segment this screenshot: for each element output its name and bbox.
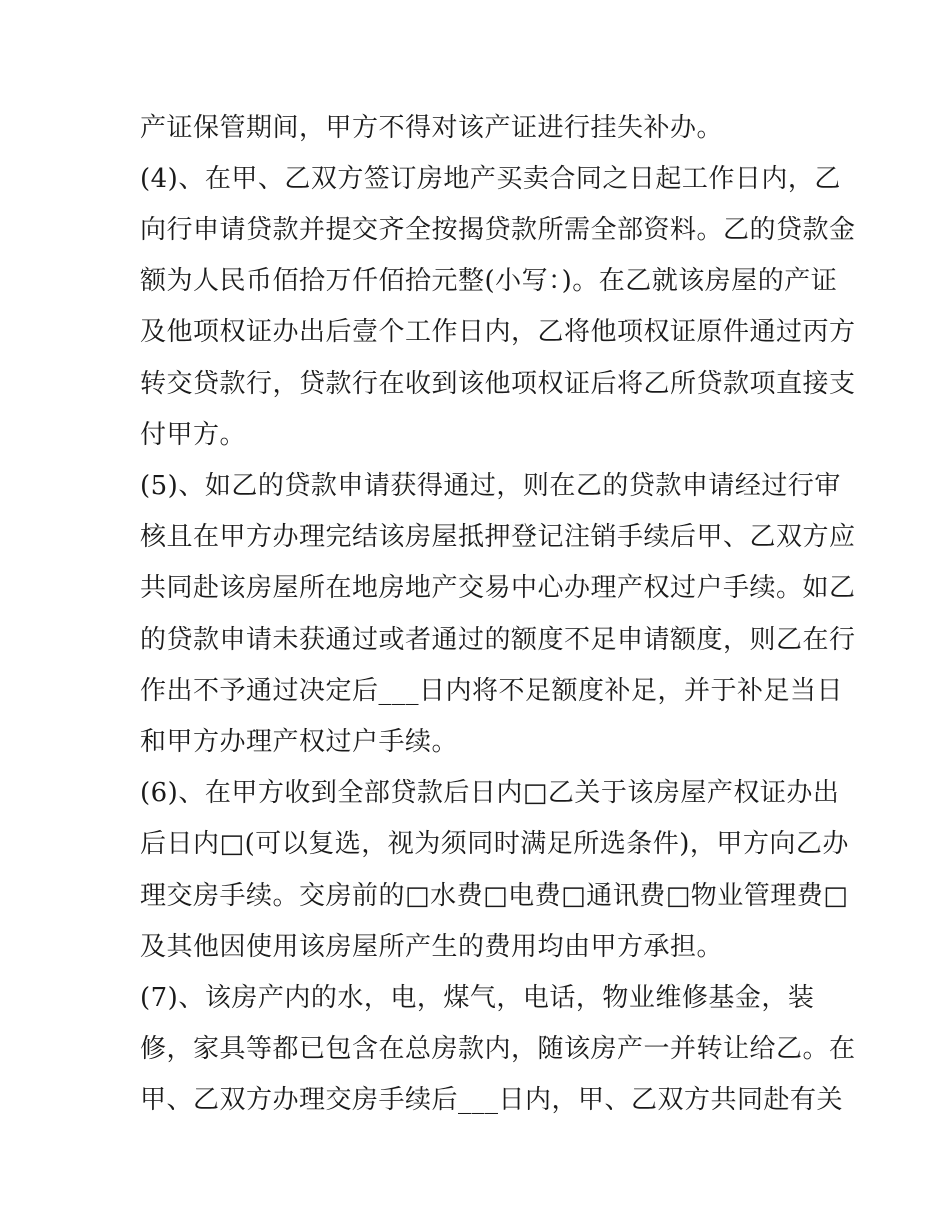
text-line: 作出不予通过决定后___日内将不足额度补足，并于补足当日 xyxy=(140,676,844,706)
text-line: 和甲方办理产权过户手续。 xyxy=(140,727,459,757)
text-line: (6)、在甲方收到全部贷款后日内□乙关于该房屋产权证办出 xyxy=(140,778,840,808)
text-line: 的贷款申请未获通过或者通过的额度不足申请额度，则乙在行 xyxy=(140,625,856,655)
text-line: 产证保管期间，甲方不得对该产证进行挂失补办。 xyxy=(140,113,724,143)
text-line: (5)、如乙的贷款申请获得通过，则在乙的贷款申请经过行审 xyxy=(140,471,841,501)
text-line: 及其他因使用该房屋所产生的费用均由甲方承担。 xyxy=(140,932,724,962)
text-line: 核且在甲方办理完结该房屋抵押登记注销手续后甲、乙双方应 xyxy=(140,522,856,552)
text-line: 及他项权证办出后壹个工作日内，乙将他项权证原件通过丙方 xyxy=(140,317,856,347)
text-line: 额为人民币佰拾万仟佰拾元整(小写：)。在乙就该房屋的产证 xyxy=(140,266,838,296)
text-line: 后日内□(可以复选，视为须同时满足所选条件)，甲方向乙办 xyxy=(140,829,849,859)
text-line: 共同赴该房屋所在地房地产交易中心办理产权过户手续。如乙 xyxy=(140,573,856,603)
text-line: 向行申请贷款并提交齐全按揭贷款所需全部资料。乙的贷款金 xyxy=(140,215,856,245)
text-line: 甲、乙双方办理交房手续后___日内，甲、乙双方共同赴有关 xyxy=(140,1085,844,1115)
text-line: 理交房手续。交房前的□水费□电费□通讯费□物业管理费□ xyxy=(140,881,849,911)
text-line: (7)、该房产内的水，电，煤气，电话，物业维修基金，装 xyxy=(140,983,815,1013)
text-line: (4)、在甲、乙双方签订房地产买卖合同之日起工作日内，乙 xyxy=(140,164,841,194)
text-line: 修，家具等都已包含在总房款内，随该房产一并转让给乙。在 xyxy=(140,1034,856,1064)
text-line: 转交贷款行，贷款行在收到该他项权证后将乙所贷款项直接支 xyxy=(140,369,856,399)
text-line: 付甲方。 xyxy=(140,420,247,450)
